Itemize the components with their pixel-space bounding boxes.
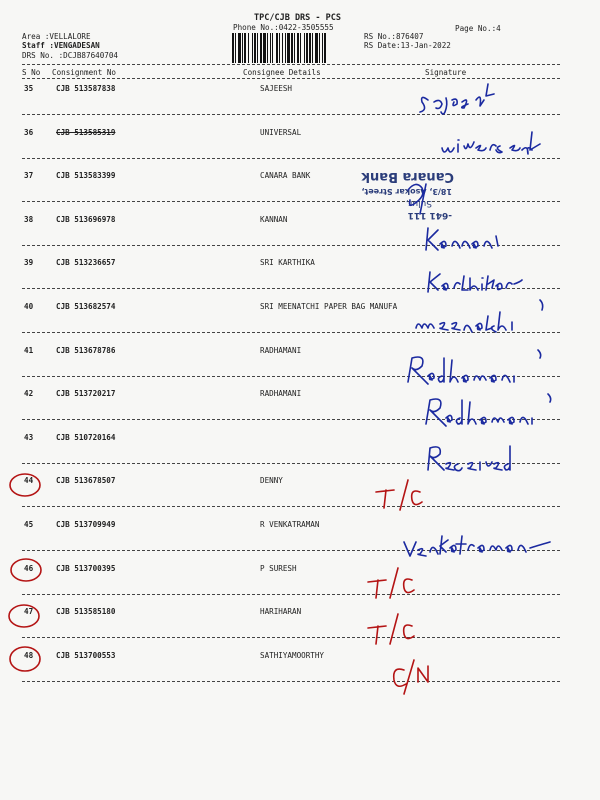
consignment-number: CJB 513678507 (56, 476, 116, 486)
page-number: Page No.:4 (455, 24, 501, 33)
consignee-name: RADHAMANI (260, 389, 302, 399)
report-title: TPC/CJB DRS - PCS (254, 13, 341, 23)
serial-number: 38 (24, 214, 34, 224)
consignment-number: CJB 513236657 (56, 258, 116, 268)
phone-number: Phone No.:0422-3505555 (233, 23, 334, 32)
consignment-number: CJB 513696978 (56, 214, 116, 224)
red-mark-tc-47 (368, 614, 414, 644)
serial-number: 40 (24, 302, 34, 311)
consignee-name: R VENKATRAMAN (260, 520, 320, 529)
consignment-number: CJB 513682574 (56, 302, 116, 311)
serial-number: 37 (24, 171, 34, 181)
stamp-city: Sulur, (405, 198, 432, 208)
staff-label: Staff :VENGADESAN (22, 41, 100, 50)
signature-karthika (428, 272, 522, 292)
consignee-name: KANNAN (260, 214, 288, 224)
serial-number: 35 (24, 84, 34, 93)
col-sno: S No (22, 68, 41, 77)
red-mark-cn-48 (394, 660, 428, 694)
signature-radhamani-2 (426, 394, 551, 426)
serial-number: 43 (24, 432, 34, 442)
consignee-name: SATHIYAMOORTHY (260, 650, 325, 660)
drs-number: DRS No. :DCJB87640704 (22, 51, 119, 60)
serial-number: 45 (24, 520, 34, 529)
consignment-number: CJB 513583399 (56, 171, 116, 181)
signature-radhamani-1 (408, 350, 541, 384)
serial-number: 39 (24, 258, 34, 268)
rs-date: RS Date:13-Jan-2022 (364, 41, 451, 50)
consignee-name: RADHAMANI (260, 345, 302, 355)
serial-number: 47 (24, 607, 34, 617)
consignment-number: CJB 513585319 (56, 127, 116, 137)
serial-number: 36 (24, 127, 34, 137)
red-circle-46 (11, 559, 41, 581)
stamp-code: -641 111 (407, 210, 452, 220)
signature-meenatchi (416, 300, 543, 332)
col-consignee: Consignee Details (243, 68, 321, 77)
red-circle-44 (10, 474, 40, 496)
consignee-name: HARIHARAN (260, 607, 302, 617)
serial-number: 48 (24, 650, 34, 660)
stamp-street: 18/3, Asokar Street, (361, 187, 452, 196)
col-signature: Signature (425, 68, 467, 77)
signature-venkatraman (404, 536, 550, 556)
signature-kannan (426, 228, 498, 250)
consignment-number: CJB 513700553 (56, 650, 116, 660)
consignment-number: CJB 513585180 (56, 607, 116, 617)
area-label: Area :VELLALORE (22, 32, 91, 41)
stamp-bank: Canara Bank (361, 169, 454, 184)
red-mark-tc-44 (376, 480, 422, 510)
col-consignment: Consignment No (52, 68, 117, 77)
consignment-number: CJB 510720164 (56, 432, 116, 442)
consignment-number: CJB 513709949 (56, 520, 116, 529)
consignment-number: CJB 513587838 (56, 84, 116, 93)
consignment-number: CJB 513700395 (56, 563, 116, 573)
signature-universal (442, 132, 540, 154)
consignee-name: SAJEESH (260, 84, 293, 93)
consignee-name: DENNY (260, 476, 283, 486)
consignment-number: CJB 513720217 (56, 389, 116, 399)
consignee-name: SRI KARTHIKA (260, 258, 315, 268)
consignment-number: CJB 513678786 (56, 345, 116, 355)
consignee-name: P SURESH (260, 563, 297, 573)
consignee-name: UNIVERSAL (260, 127, 302, 137)
red-mark-tc-46 (368, 568, 414, 598)
serial-number: 46 (24, 563, 34, 573)
red-circle-48 (10, 647, 40, 671)
serial-number: 41 (24, 345, 34, 355)
red-circle-47 (9, 605, 39, 627)
serial-number: 42 (24, 389, 34, 399)
signature-received (428, 446, 510, 471)
serial-number: 44 (24, 476, 34, 486)
signature-canara (408, 184, 426, 214)
rs-number: RS No.:876407 (364, 32, 424, 41)
consignee-name: SRI MEENATCHI PAPER BAG MANUFA (260, 302, 398, 311)
consignee-name: CANARA BANK (260, 171, 311, 181)
signature-sajeesh (420, 84, 494, 114)
